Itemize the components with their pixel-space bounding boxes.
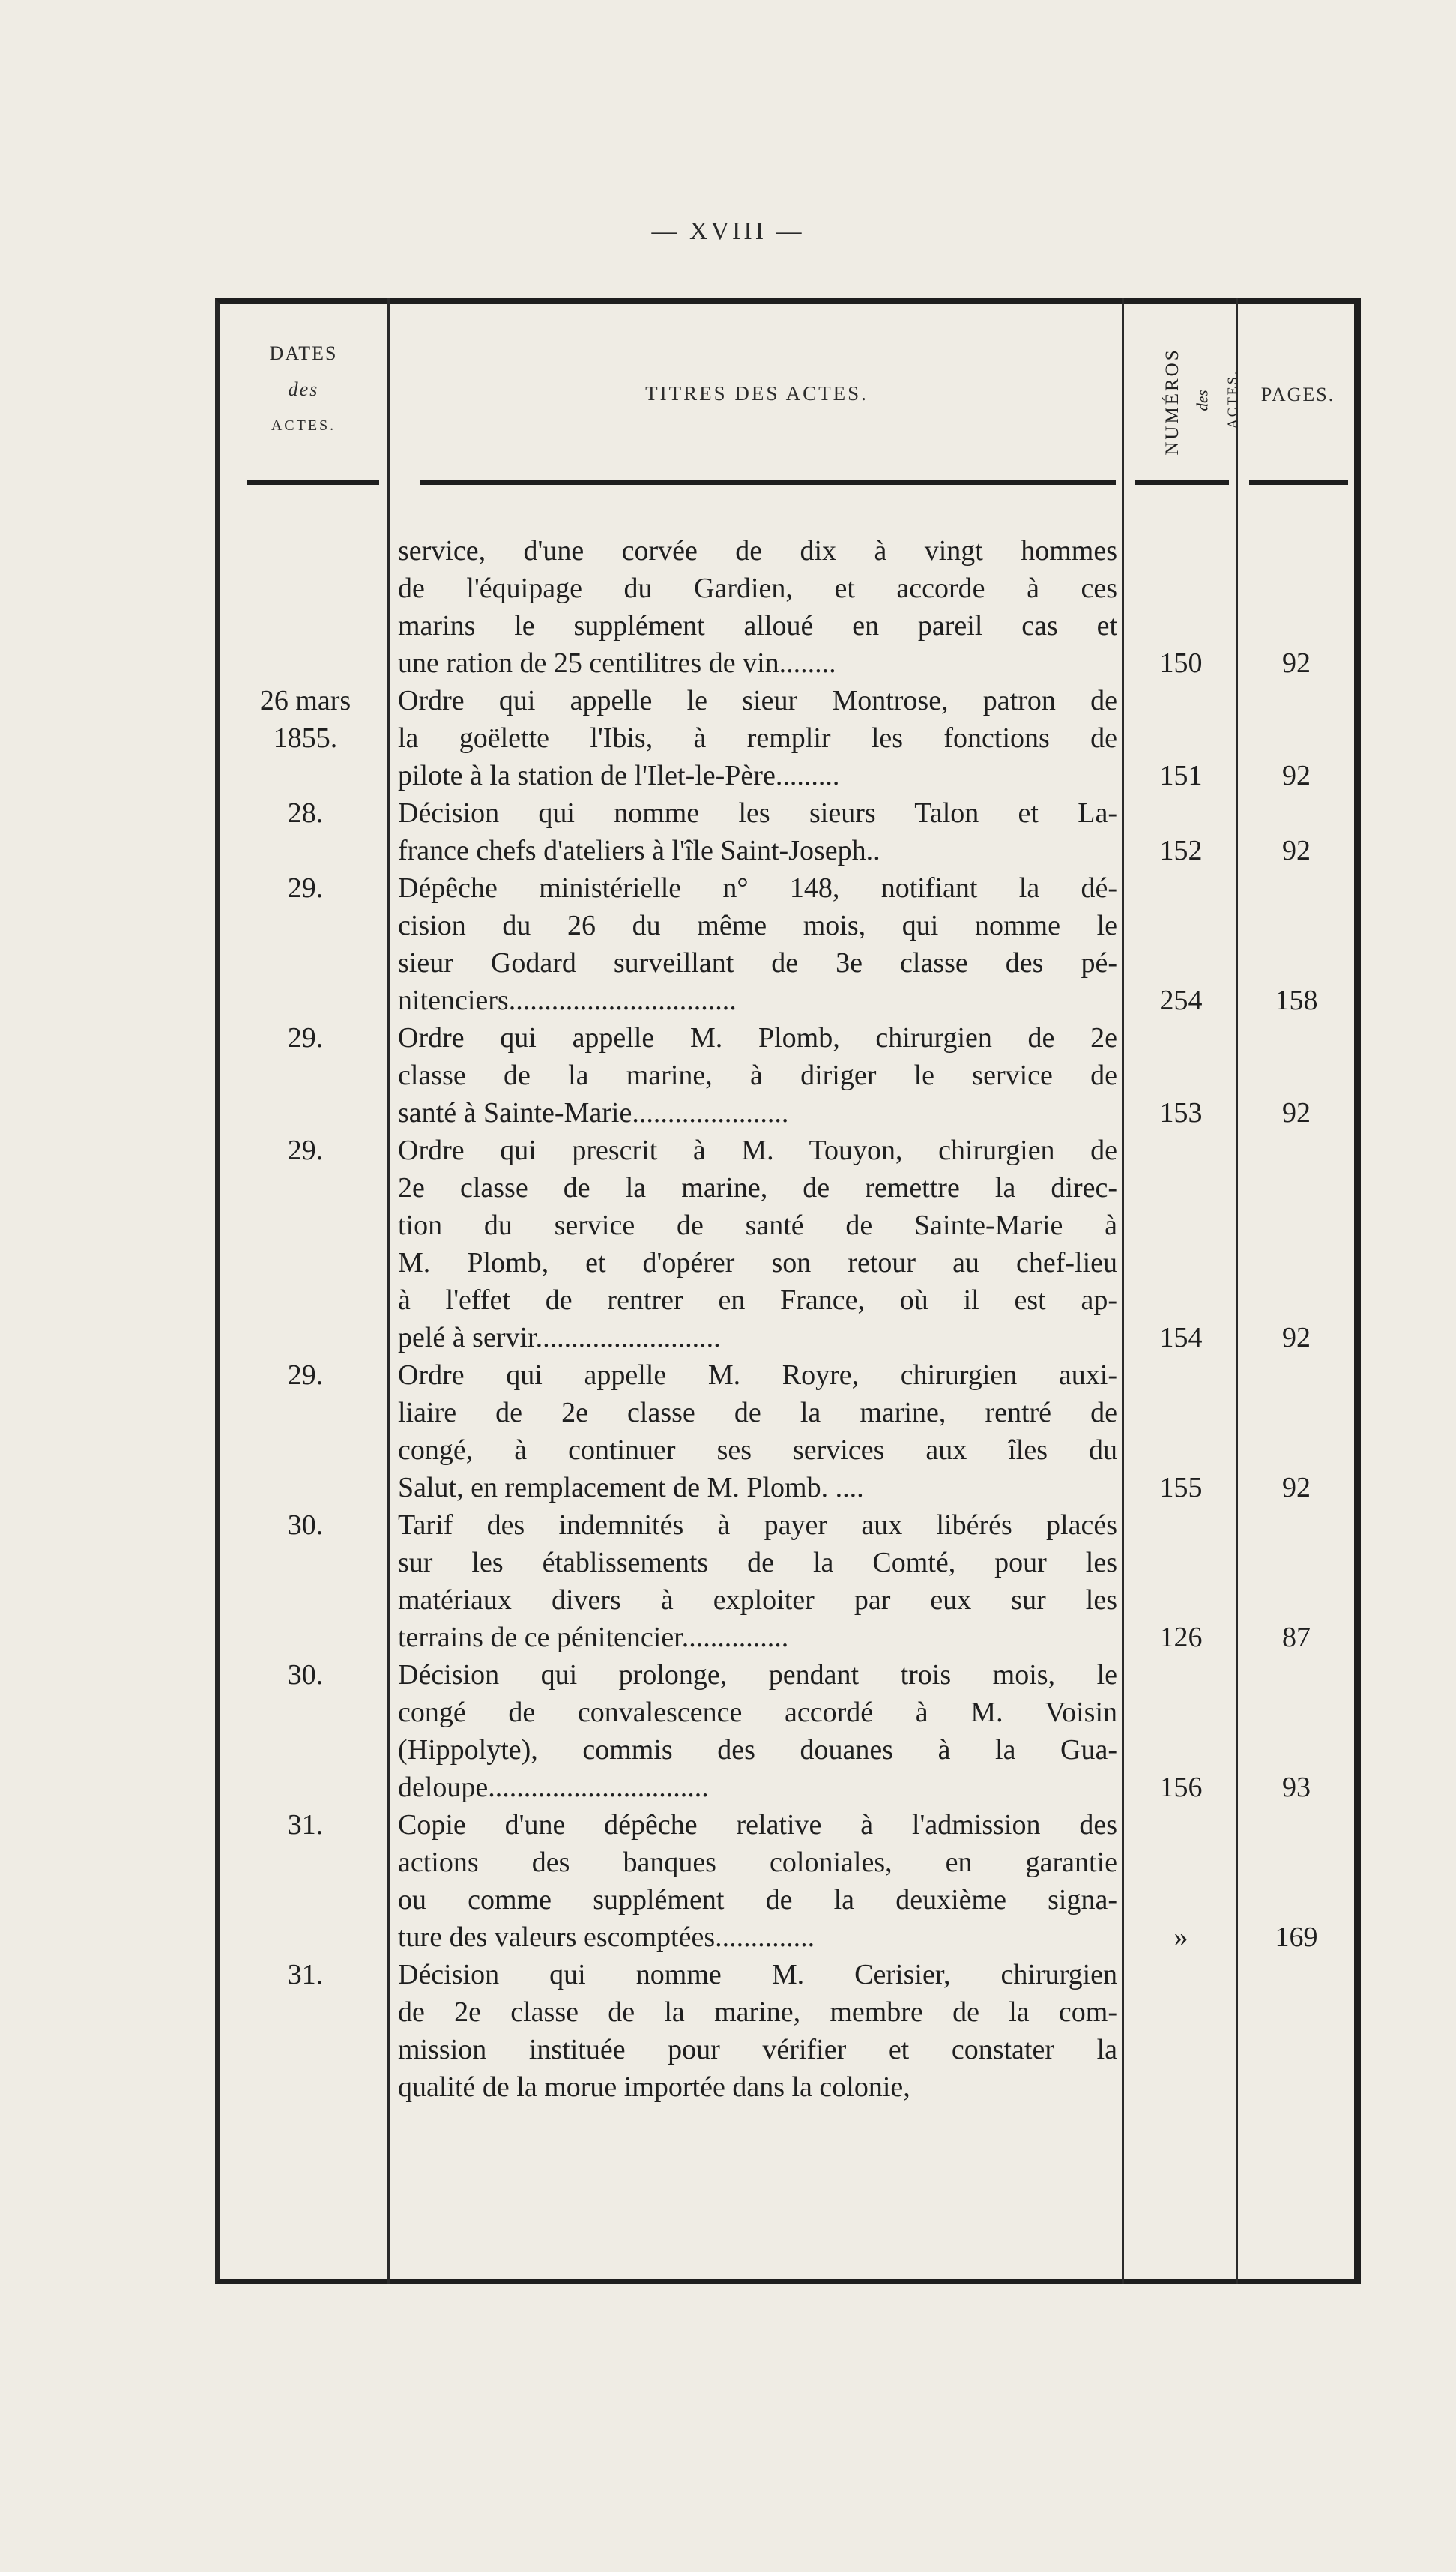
entry-title-line: congé, à continuer ses services aux îles du bbox=[398, 1434, 1117, 1466]
entry-page: 169 bbox=[1275, 1922, 1318, 1953]
entry-title-line: nitenciers................................ bbox=[398, 985, 737, 1016]
header-numeros bbox=[1128, 322, 1240, 472]
entry-title-line: pelé à servir.......................... bbox=[398, 1322, 721, 1353]
entry-number: 153 bbox=[1159, 1097, 1203, 1129]
entry-title-line: Décision qui nomme les sieurs Talon et La- bbox=[398, 797, 1117, 829]
header-pages: PAGES. bbox=[1260, 384, 1335, 405]
header-titles: TITRES DES ACTES. bbox=[645, 382, 869, 405]
entry-title-line: Décision qui prolonge, pendant trois mois, le bbox=[398, 1659, 1117, 1691]
entry-page: 92 bbox=[1282, 835, 1311, 866]
entry-title-line: une ration de 25 centilitres de vin........ bbox=[398, 647, 836, 679]
entry-title-line: congé de convalescence accordé à M. Voisin bbox=[398, 1697, 1117, 1728]
entry-title-line: service, d'une corvée de dix à vingt hommes bbox=[398, 535, 1117, 567]
entry-title-line: terrains de ce pénitencier............... bbox=[398, 1622, 789, 1653]
entry-date: 31. bbox=[287, 1809, 324, 1841]
header-dates bbox=[220, 336, 387, 444]
entry-title-line: Ordre qui appelle le sieur Montrose, patron de bbox=[398, 685, 1117, 716]
entry-number: 126 bbox=[1159, 1622, 1203, 1653]
entry-title-line: Ordre qui prescrit à M. Touyon, chirurgien de bbox=[398, 1135, 1117, 1166]
entry-page: 158 bbox=[1275, 985, 1318, 1016]
entry-title-line: la goëlette l'Ibis, à remplir les fonctions de bbox=[398, 722, 1117, 754]
entry-date: 29. bbox=[287, 872, 324, 904]
entry-date: 26 mars bbox=[259, 685, 351, 716]
entry-title-line: Tarif des indemnités à payer aux libérés placés bbox=[398, 1509, 1117, 1541]
entry-title-line: Dépêche ministérielle n° 148, notifiant la dé- bbox=[398, 872, 1117, 904]
entry-number: 150 bbox=[1159, 647, 1203, 679]
page-number-header: — XVIII — bbox=[651, 217, 805, 245]
entry-page: 92 bbox=[1282, 1472, 1311, 1503]
entry-number: 155 bbox=[1159, 1472, 1203, 1503]
entry-title-line: qualité de la morue importée dans la colonie, bbox=[398, 2071, 910, 2103]
entry-title-line: tion du service de santé de Sainte-Marie à bbox=[398, 1210, 1117, 1241]
header-dates-line-2: des bbox=[288, 378, 319, 400]
entry-page: 92 bbox=[1282, 1097, 1311, 1129]
entry-title-line: deloupe............................... bbox=[398, 1772, 709, 1803]
entry-number: 254 bbox=[1159, 985, 1203, 1016]
entry-page: 92 bbox=[1282, 1322, 1311, 1353]
entry-title-line: 2e classe de la marine, de remettre la direc- bbox=[398, 1172, 1117, 1204]
header-rule-pages bbox=[1249, 480, 1348, 485]
entry-title-line: ture des valeurs escomptées.............. bbox=[398, 1922, 815, 1953]
entry-title-line: à l'effet de rentrer en France, où il est ap- bbox=[398, 1285, 1117, 1316]
header-dates-line-1: DATES bbox=[269, 342, 338, 364]
entry-title-line: classe de la marine, à diriger le service de bbox=[398, 1060, 1117, 1091]
entry-title-line: (Hippolyte), commis des douanes à la Gua- bbox=[398, 1734, 1117, 1766]
header-numeros-line-3: ACTES. bbox=[1224, 369, 1240, 429]
header-rule-titles bbox=[420, 480, 1116, 485]
entry-number: 156 bbox=[1159, 1772, 1203, 1803]
entry-title-line: france chefs d'ateliers à l'île Saint-Joseph.. bbox=[398, 835, 880, 866]
entry-title-line: actions des banques coloniales, en garantie bbox=[398, 1847, 1117, 1878]
entry-date: 29. bbox=[287, 1359, 324, 1391]
header-numeros-line-1: NUMÉROS bbox=[1162, 348, 1182, 456]
entry-title-line: Ordre qui appelle M. Royre, chirurgien auxi- bbox=[398, 1359, 1117, 1391]
entry-title-line: mission instituée pour vérifier et constater la bbox=[398, 2034, 1117, 2065]
entry-title-line: Décision qui nomme M. Cerisier, chirurgien bbox=[398, 1959, 1117, 1990]
entry-date: 29. bbox=[287, 1022, 324, 1054]
entry-number: 151 bbox=[1159, 760, 1203, 791]
entry-date: 29. bbox=[287, 1135, 324, 1166]
entry-title-line: pilote à la station de l'Ilet-le-Père......... bbox=[398, 760, 840, 791]
entry-title-line: M. Plomb, et d'opérer son retour au chef-lieu bbox=[398, 1247, 1117, 1279]
entry-title-line: sur les établissements de la Comté, pour les bbox=[398, 1547, 1117, 1578]
entry-number: 154 bbox=[1159, 1322, 1203, 1353]
entry-date: 28. bbox=[287, 797, 324, 829]
entry-title-line: Salut, en remplacement de M. Plomb. .... bbox=[398, 1472, 864, 1503]
entry-page: 87 bbox=[1282, 1622, 1311, 1653]
entry-title-line: ou comme supplément de la deuxième signa- bbox=[398, 1884, 1117, 1916]
entry-title-line: Copie d'une dépêche relative à l'admission des bbox=[398, 1809, 1117, 1841]
header-rule-dates bbox=[247, 480, 379, 485]
column-divider-titles bbox=[1122, 298, 1124, 2284]
entry-page: 93 bbox=[1282, 1772, 1311, 1803]
entry-title-line: de l'équipage du Gardien, et accorde à ces bbox=[398, 573, 1117, 604]
column-divider-dates bbox=[387, 298, 390, 2284]
entry-date: 1855. bbox=[273, 722, 338, 754]
entry-title-line: liaire de 2e classe de la marine, rentré de bbox=[398, 1397, 1117, 1428]
entry-title-line: cision du 26 du même mois, qui nomme le bbox=[398, 910, 1117, 941]
entry-title-line: de 2e classe de la marine, membre de la com- bbox=[398, 1996, 1117, 2028]
entry-title-line: matériaux divers à exploiter par eux sur les bbox=[398, 1584, 1117, 1616]
header-rule-numbers bbox=[1135, 480, 1229, 485]
entry-title-line: santé à Sainte-Marie...................... bbox=[398, 1097, 789, 1129]
entry-date: 31. bbox=[287, 1959, 324, 1990]
header-numeros-line-2: des bbox=[1193, 390, 1212, 411]
column-divider-numbers bbox=[1236, 298, 1238, 2284]
entry-page: 92 bbox=[1282, 760, 1311, 791]
entry-title-line: marins le supplément alloué en pareil cas et bbox=[398, 610, 1117, 642]
entry-date: 30. bbox=[287, 1659, 324, 1691]
entry-page: 92 bbox=[1282, 647, 1311, 679]
header-dates-line-3: ACTES. bbox=[271, 417, 336, 434]
entry-title-line: sieur Godard surveillant de 3e classe des pé- bbox=[398, 947, 1117, 979]
entry-date: 30. bbox=[287, 1509, 324, 1541]
entry-number: 152 bbox=[1159, 835, 1203, 866]
entry-number: » bbox=[1173, 1922, 1188, 1953]
entry-title-line: Ordre qui appelle M. Plomb, chirurgien de 2e bbox=[398, 1022, 1117, 1054]
